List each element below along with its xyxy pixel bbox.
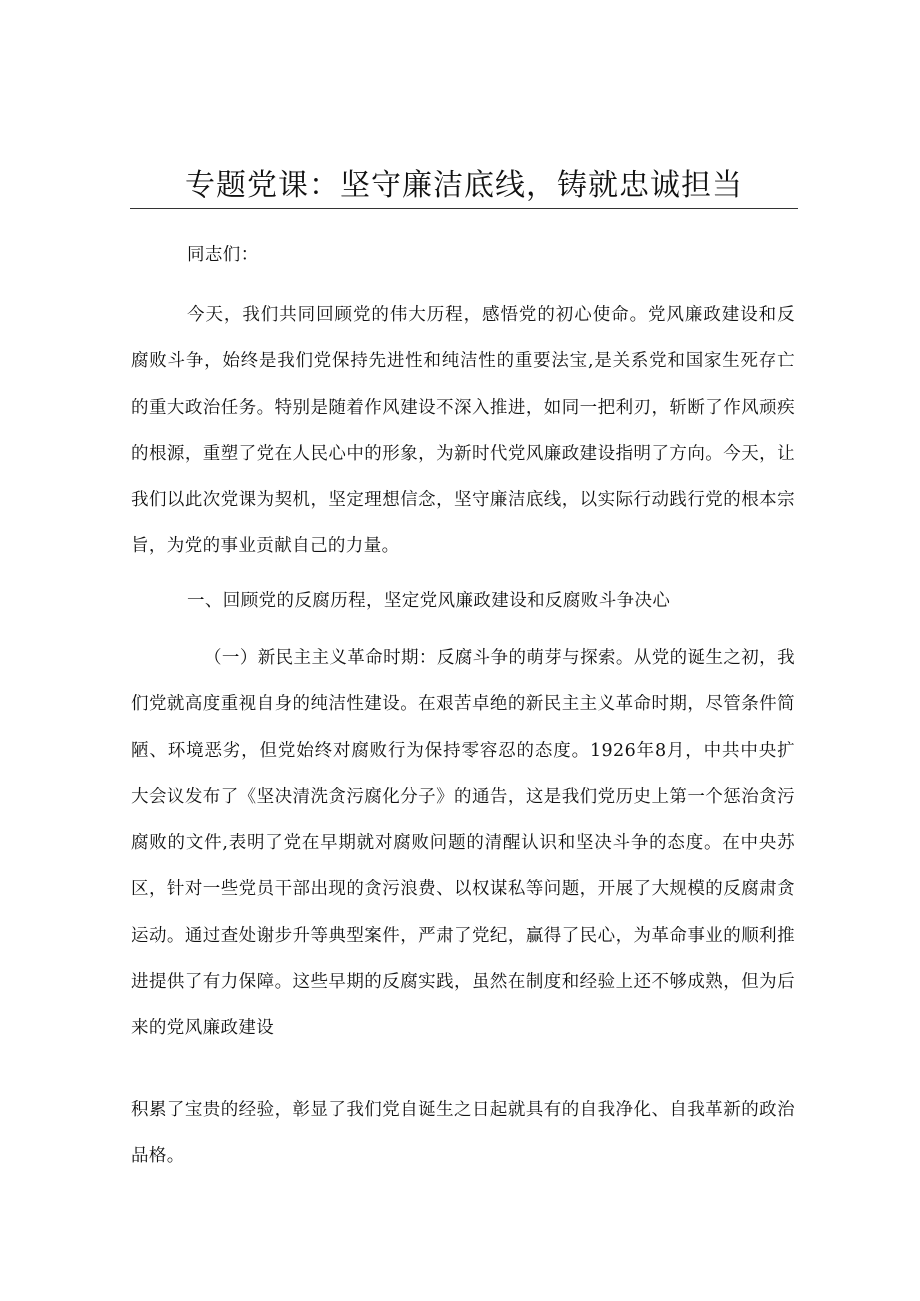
intro-paragraph: 今天，我们共同回顾党的伟大历程，感悟党的初心使命。党风廉政建设和反腐败斗争，始终是我们党保持先进性和纯洁性的重要法宝,是关系党和国家生死存亡的重大政治任务。特别是随着作风建设不深入推进，如同一把利刃，斩断了作风顽疾的根源，重塑了党在人民心中的形象，为新时代党风廉政建设指明了方向。今天，让我们以此次党课为契机，坚定理想信念，坚守廉洁底线，以实际行动践行党的根本宗旨，为党的事业贡献自己的力量。 [131, 305, 795, 557]
section-heading-1: 一、回顾党的反腐历程，坚定党风廉政建设和反腐败斗争决心 [187, 591, 671, 611]
title-underline [130, 208, 798, 209]
document-title: 专题党课：坚守廉洁底线，铸就忠诚担当 [185, 168, 743, 203]
subsection-paragraph-1: （一）新民主主义革命时期：反腐斗争的萌芽与探索。从党的诞生之初，我们党就高度重视自身的纯洁性建设。在艰苦卓绝的新民主主义革命时期，尽管条件简陋、环境恶劣，但党始终对腐败行为保持零容忍的态度。1926年8月，中共中央扩大会议发布了《坚决清洗贪污腐化分子》的通告，这是我们党历史上第一个惩治贪污腐败的文件,表明了党在早期就对腐败问题的清醒认识和坚决斗争的态度。在中央苏区，针对一些党员干部出现的贪污浪费、以权谋私等问题，开展了大规模的反腐肃贪运动。通过查处谢步升等典型案件，严肃了党纪，赢得了民心，为革命事业的顺利推进提供了有力保障。这些早期的反腐实践，虽然在制度和经验上还不够成熟，但为后来的党风廉政建设 [131, 648, 795, 1039]
greeting-paragraph: 同志们： [187, 245, 259, 265]
continuation-paragraph: 积累了宝贵的经验，彰显了我们党自诞生之日起就具有的自我净化、自我革新的政治品格。 [131, 1100, 795, 1167]
